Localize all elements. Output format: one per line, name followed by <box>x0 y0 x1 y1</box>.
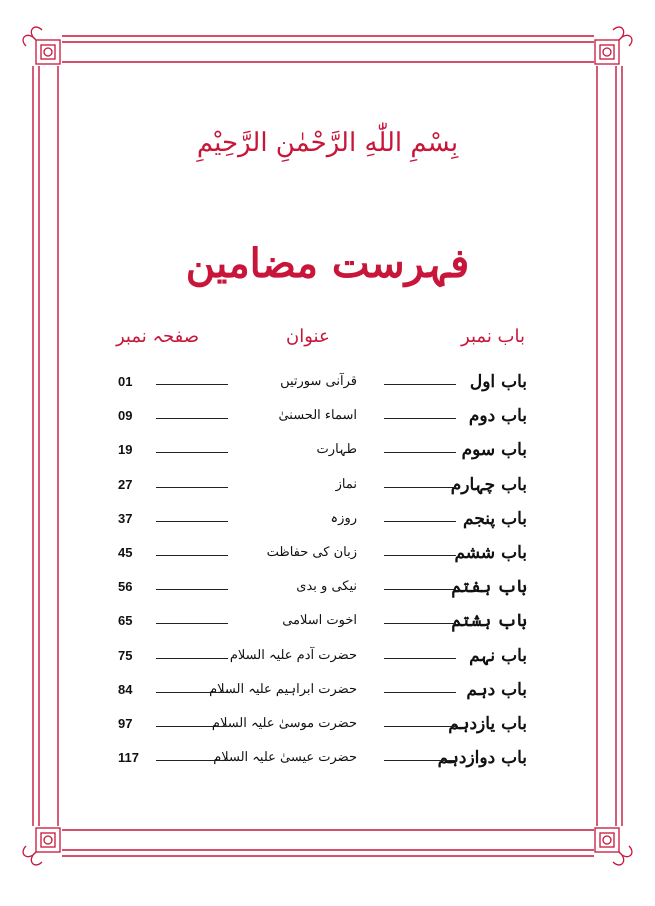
leader-line <box>384 521 456 522</box>
topic-label: اسماء الحسنیٰ <box>278 408 357 424</box>
page-number: 97 <box>118 716 133 731</box>
topic-label: حضرت ابراہیم علیہ السلام <box>209 681 357 697</box>
leader-line <box>156 658 228 659</box>
page-title: فہرست مضامین <box>185 240 470 287</box>
chapter-label: باب نہم <box>469 645 527 666</box>
chapter-label: باب ششم <box>454 543 527 563</box>
topic-label: حضرت آدم علیہ السلام <box>229 647 357 663</box>
leader-line <box>384 623 456 624</box>
header-topic: عنوان <box>286 326 330 347</box>
topic-label: نماز <box>335 476 357 492</box>
leader-line <box>156 726 228 727</box>
leader-line <box>384 726 456 727</box>
leader-line <box>156 555 228 556</box>
toc-row <box>0 370 655 400</box>
leader-line <box>384 487 456 488</box>
topic-label: قرآنی سورتیں <box>280 374 357 389</box>
header-chapter: باب نمبر <box>461 326 525 347</box>
page-number: 27 <box>118 476 133 492</box>
topic-label: حضرت موسیٰ علیہ السلام <box>211 716 357 731</box>
leader-line <box>384 589 456 590</box>
topic-label: روزہ <box>330 510 357 526</box>
chapter-label: باب یازدہم <box>448 714 527 734</box>
leader-line <box>156 589 228 590</box>
chapter-label: باب دوم <box>468 406 527 427</box>
header-page: صفحہ نمبر <box>116 326 200 347</box>
page-number: 09 <box>118 408 133 424</box>
leader-line <box>156 623 228 624</box>
toc-row <box>0 541 655 571</box>
chapter-label: باب سوم <box>461 440 527 461</box>
basmala-heading: بِسْمِ اللّٰهِ الرَّحْمٰنِ الرَّحِيْمِ <box>196 128 459 158</box>
toc-row <box>0 473 655 503</box>
leader-line <box>384 384 456 385</box>
leader-line <box>384 555 456 556</box>
topic-label: نیکی و بدی <box>296 579 357 595</box>
page-number: 84 <box>118 681 133 697</box>
toc-row <box>0 404 655 434</box>
page-number: 45 <box>118 545 133 560</box>
page-number: 37 <box>118 510 133 526</box>
leader-line <box>156 384 228 385</box>
column-headers <box>0 326 655 356</box>
toc-row <box>0 678 655 708</box>
leader-line <box>384 452 456 453</box>
page-number: 117 <box>118 750 139 766</box>
chapter-label: باب دوازدہم <box>437 748 527 769</box>
page-number: 75 <box>118 647 133 663</box>
toc-row <box>0 644 655 674</box>
leader-line <box>156 760 228 761</box>
toc-row <box>0 712 655 742</box>
topic-label: زبان کی حفاظت <box>266 545 357 560</box>
toc-row <box>0 609 655 639</box>
toc-row <box>0 746 655 776</box>
page-number: 56 <box>118 579 133 595</box>
chapter-label: باب اول <box>469 372 527 392</box>
leader-line <box>384 658 456 659</box>
toc-row <box>0 438 655 468</box>
leader-line <box>156 418 228 419</box>
toc-row <box>0 507 655 537</box>
leader-line <box>156 487 228 488</box>
leader-line <box>384 418 456 419</box>
topic-label: حضرت عیسیٰ علیہ السلام <box>213 750 357 766</box>
leader-line <box>156 521 228 522</box>
chapter-label: باب دہم <box>466 679 527 700</box>
toc-row <box>0 575 655 605</box>
chapter-label: باب چہارم <box>450 474 527 495</box>
chapter-label: باب پنجم <box>463 508 527 529</box>
chapter-label: باب ہشتم <box>451 611 527 632</box>
page-number: 65 <box>118 613 133 629</box>
topic-label: طہارت <box>316 442 357 458</box>
leader-line <box>156 692 228 693</box>
chapter-label: باب ہفتم <box>451 577 527 598</box>
leader-line <box>384 692 456 693</box>
leader-line <box>384 760 456 761</box>
leader-line <box>156 452 228 453</box>
topic-label: اخوت اسلامی <box>282 613 357 629</box>
page-number: 01 <box>118 374 133 389</box>
page-number: 19 <box>118 442 133 458</box>
